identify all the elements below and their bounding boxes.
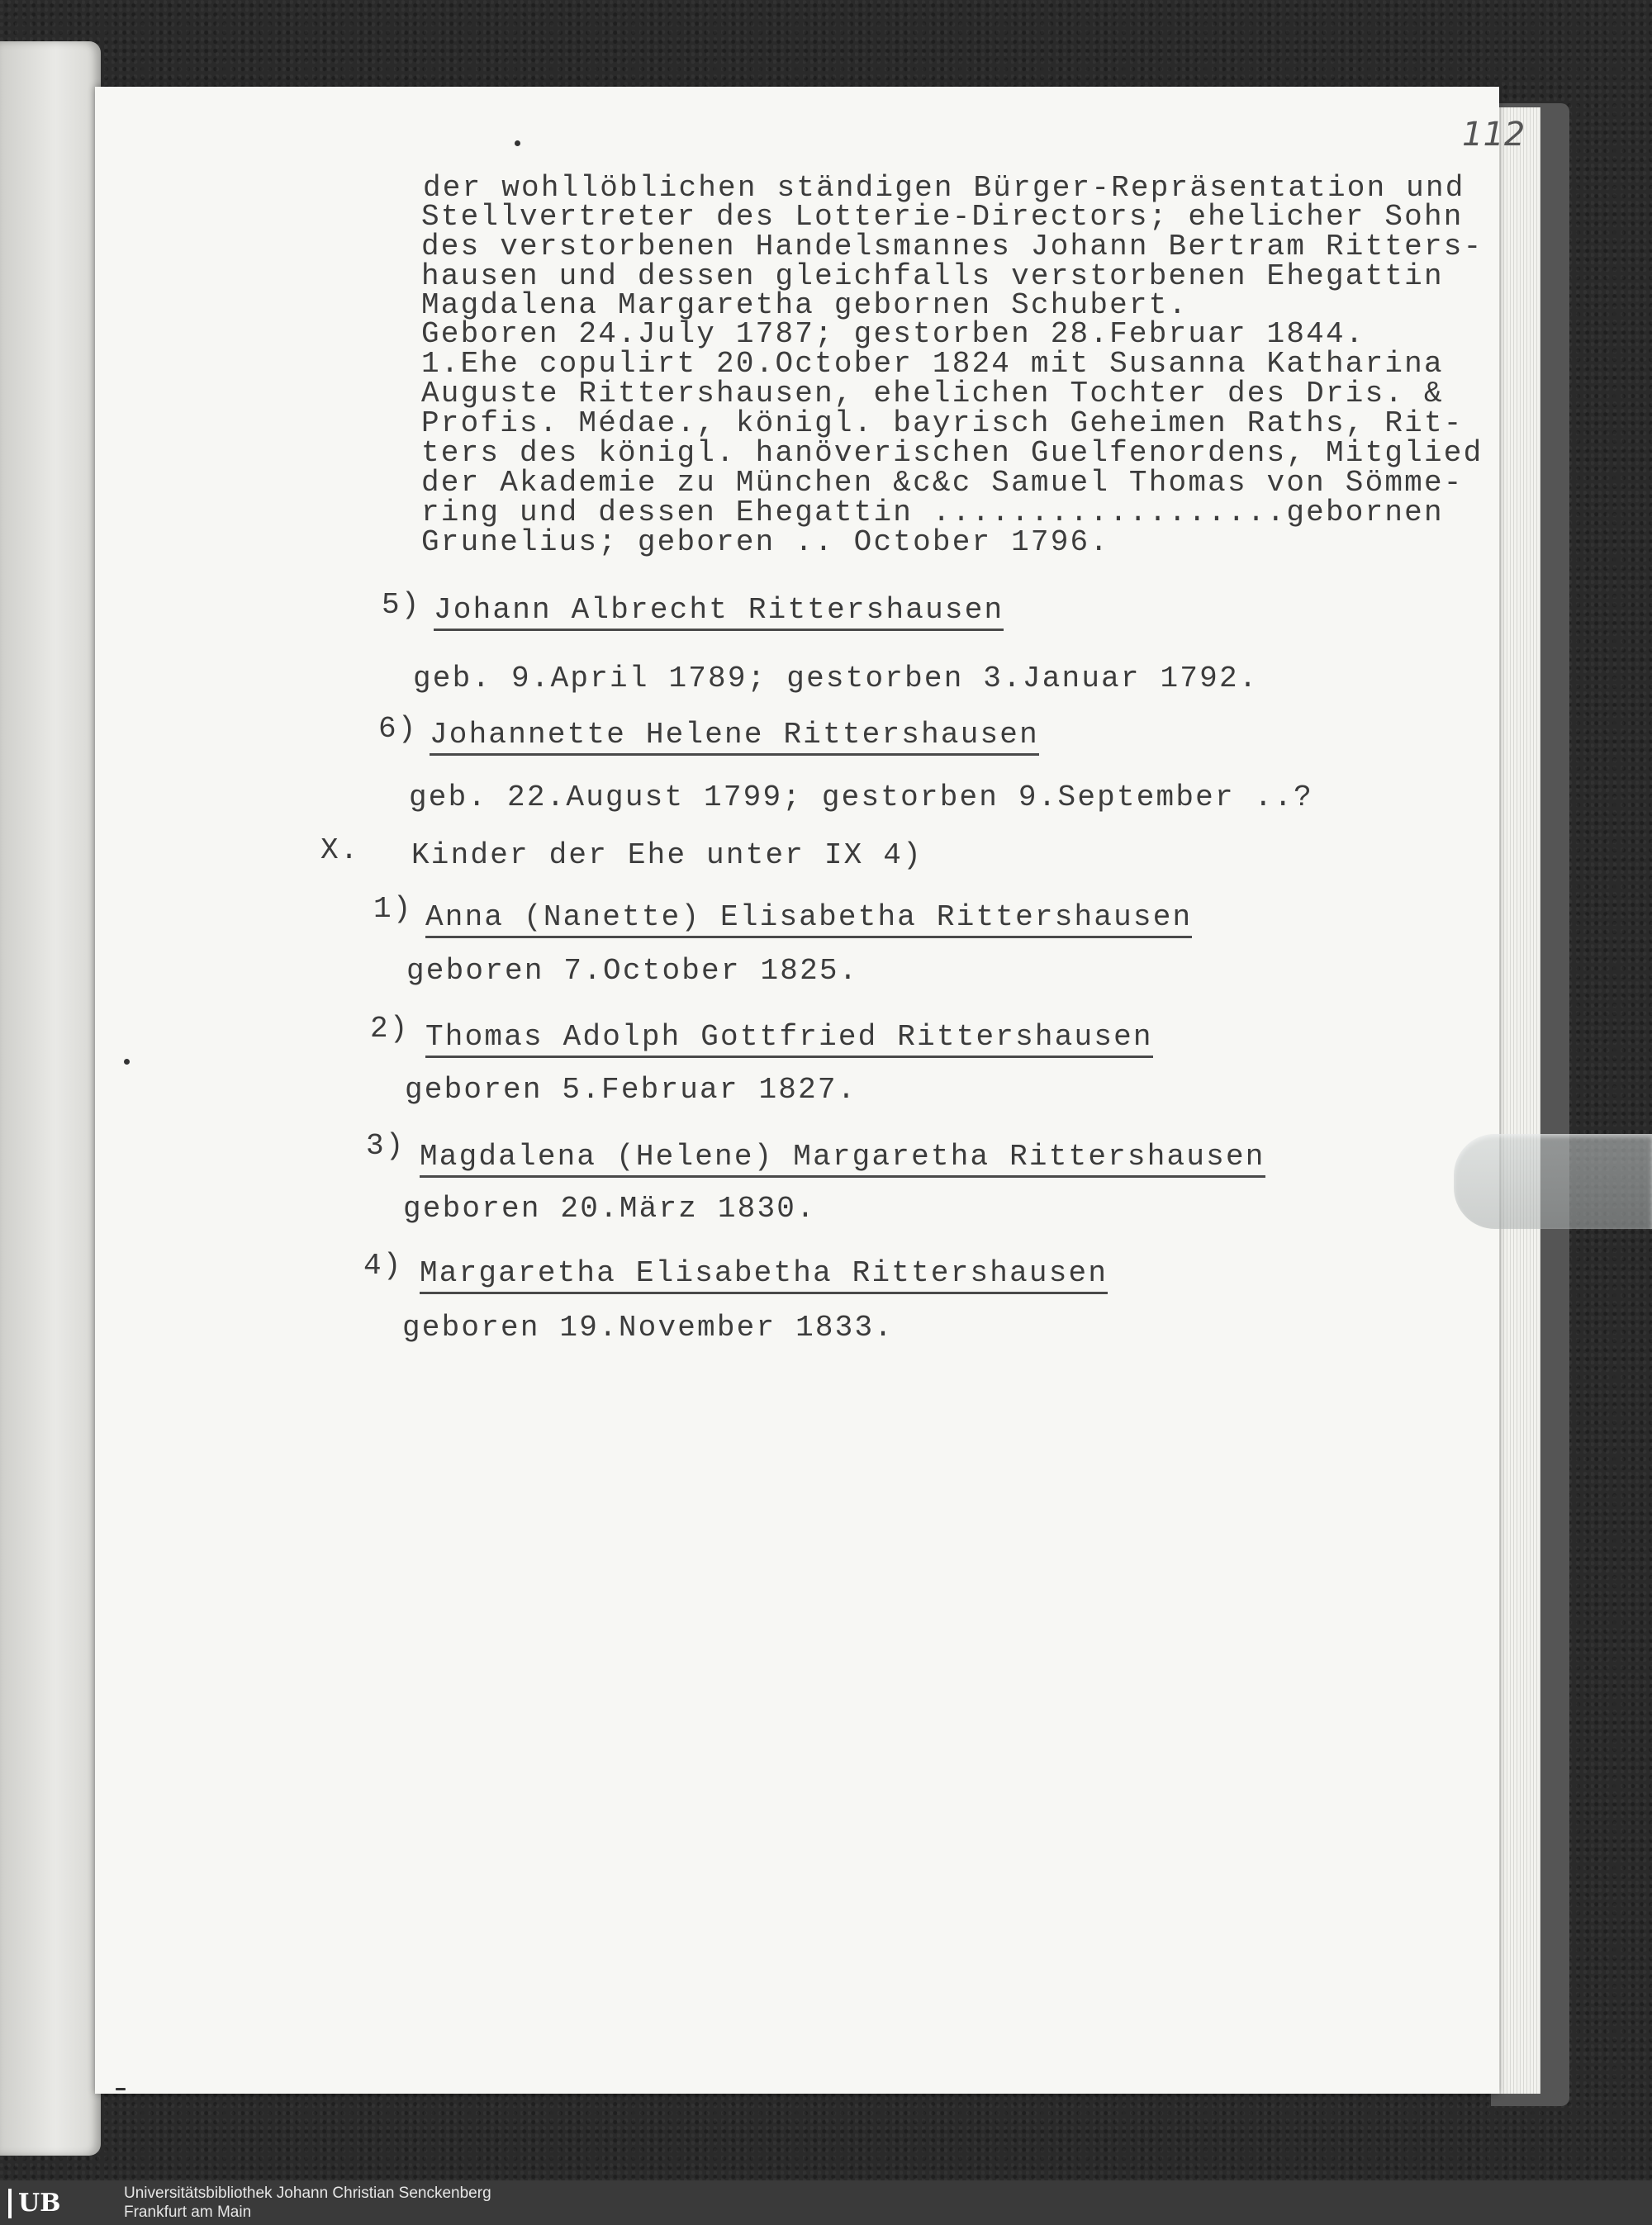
ink-dot [124,1059,130,1065]
library-footer [0,2180,1652,2225]
text-line: Profis. Médae., königl. bayrisch Geheimen Raths, Rit- [421,406,1464,440]
child-number: 2) [370,1012,410,1046]
child-name: Margaretha Elisabetha Rittershausen [420,1259,1108,1288]
entry-name: Johannette Helene Rittershausen [430,720,1039,750]
child-name: Anna (Nanette) Elisabetha Rittershausen [425,903,1192,932]
text-line: ring und dessen Ehegattin ..................gebornen [421,496,1444,529]
text-line: der Akademie zu München &c&c Samuel Thomas von Sömme- [421,466,1464,500]
footer-library-name: Universitätsbibliothek Johann Christian Senckenberg [124,2185,491,2202]
ub-logo-icon: UB [8,2189,68,2218]
child-detail: geboren 19.November 1833. [402,1311,895,1345]
text-line: Magdalena Margaretha gebornen Schubert. [421,288,1189,322]
entry-detail: geb. 22.August 1799; gestorben 9.September ..? [409,780,1313,814]
ink-mark [116,2088,126,2090]
text-line: 1.Ehe copulirt 20.October 1824 mit Susanna Katharina [421,347,1444,381]
text-line: Geboren 24.July 1787; gestorben 28.Februar 1844. [421,317,1365,351]
child-number: 4) [363,1249,403,1283]
text-line: Stellvertreter des Lotterie-Directors; ehelicher Sohn [421,200,1464,234]
folio-number: 112 [1462,116,1526,154]
child-number: 3) [366,1129,406,1163]
text-line: des verstorbenen Handelsmannes Johann Bertram Ritters- [421,230,1483,263]
section-title: Kinder der Ehe unter IX 4) [411,838,923,872]
text-line: Grunelius; geboren .. October 1796. [421,525,1110,559]
left-page-edge [0,41,101,2156]
entry-name: Johann Albrecht Rittershausen [434,595,1004,625]
ink-dot [515,140,520,146]
child-detail: geboren 20.März 1830. [403,1192,816,1226]
footer-city: Frankfurt am Main [124,2204,252,2221]
entry-detail: geb. 9.April 1789; gestorben 3.Januar 1792. [413,662,1259,695]
child-detail: geboren 5.Februar 1827. [405,1073,857,1107]
transparent-page-clip [1454,1134,1652,1229]
entry-number: 6) [378,712,418,746]
text-line: ters des königl. hanöverischen Guelfenordens, Mitglied [421,436,1483,470]
text-line: hausen und dessen gleichfalls verstorbenen Ehegattin [421,259,1444,293]
child-number: 1) [373,892,413,926]
entry-number: 5) [382,588,421,622]
section-label: X. [320,833,360,867]
child-name: Thomas Adolph Gottfried Rittershausen [425,1022,1153,1052]
child-name: Magdalena (Helene) Margaretha Rittershausen [420,1142,1265,1172]
child-detail: geboren 7.October 1825. [406,954,859,988]
text-line: Auguste Rittershausen, ehelichen Tochter des Dris. & [421,377,1444,410]
text-line: der wohllöblichen ständigen Bürger-Repräsentation und [423,171,1465,205]
